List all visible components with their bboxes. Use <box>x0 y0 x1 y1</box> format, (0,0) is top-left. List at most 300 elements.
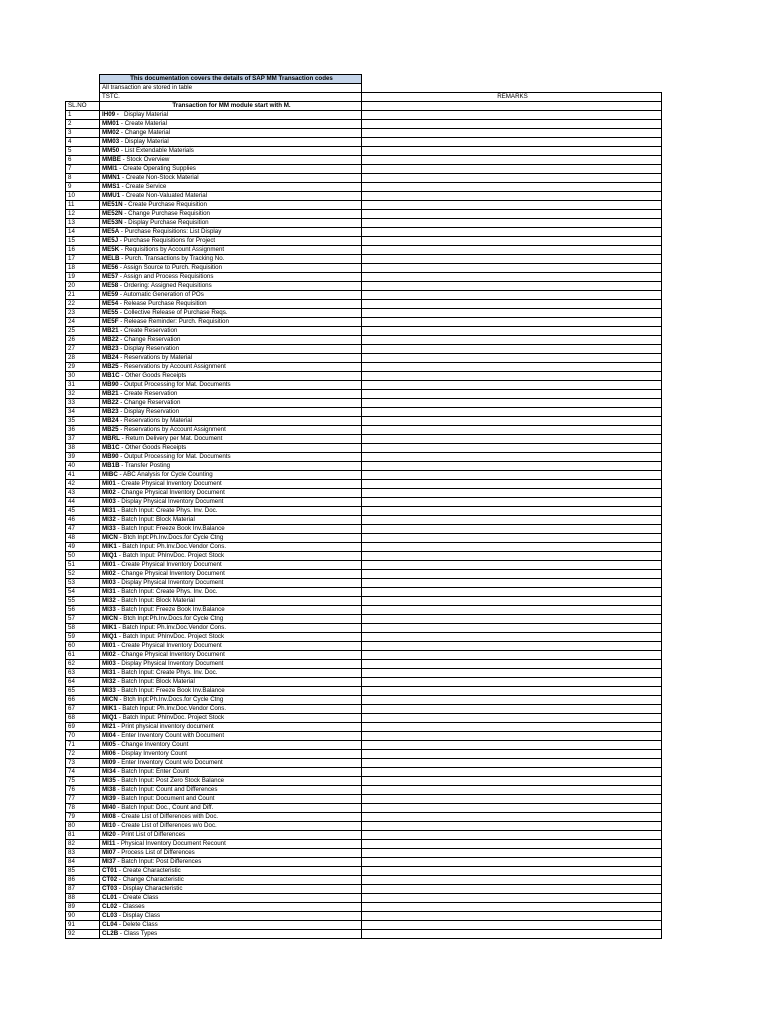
sl-no-cell[interactable]: 92 <box>66 930 100 939</box>
sl-no-cell[interactable]: 27 <box>66 345 100 354</box>
sl-no-cell[interactable]: 80 <box>66 822 100 831</box>
remarks-cell[interactable] <box>362 498 662 507</box>
remarks-cell[interactable] <box>362 696 662 705</box>
sl-no-cell[interactable]: 47 <box>66 525 100 534</box>
transaction-cell[interactable] <box>100 363 362 372</box>
remarks-cell[interactable] <box>362 597 662 606</box>
remarks-cell[interactable] <box>362 732 662 741</box>
sl-no-cell[interactable]: 57 <box>66 615 100 624</box>
sl-no-cell[interactable]: 74 <box>66 768 100 777</box>
sl-no-cell[interactable]: 68 <box>66 714 100 723</box>
sl-no-cell[interactable]: 89 <box>66 903 100 912</box>
transaction-cell[interactable] <box>100 318 362 327</box>
remarks-cell[interactable] <box>362 165 662 174</box>
remarks-cell[interactable] <box>362 228 662 237</box>
doc-banner[interactable]: This documentation covers the details of SAP MM Transaction codes <box>100 75 362 84</box>
sl-no-cell[interactable]: 29 <box>66 363 100 372</box>
transaction-cell[interactable] <box>100 534 362 543</box>
table-row <box>66 723 662 732</box>
remarks-cell[interactable] <box>362 273 662 282</box>
transaction-cell[interactable] <box>100 885 362 894</box>
transaction-cell[interactable] <box>100 849 362 858</box>
sl-no-cell[interactable]: 70 <box>66 732 100 741</box>
sl-no-cell[interactable]: 31 <box>66 381 100 390</box>
remarks-cell[interactable] <box>362 759 662 768</box>
remarks-cell[interactable] <box>362 606 662 615</box>
remarks-cell[interactable] <box>362 183 662 192</box>
remarks-cell[interactable] <box>362 804 662 813</box>
transaction-cell[interactable] <box>100 570 362 579</box>
transaction-cell[interactable] <box>100 561 362 570</box>
remarks-cell[interactable] <box>362 876 662 885</box>
remarks-cell[interactable] <box>362 687 662 696</box>
transaction-cell[interactable] <box>100 732 362 741</box>
transaction-cell[interactable] <box>100 471 362 480</box>
remarks-cell[interactable] <box>362 525 662 534</box>
transaction-cell[interactable] <box>100 876 362 885</box>
table-row <box>66 822 662 831</box>
remarks-cell[interactable] <box>362 903 662 912</box>
slno-header[interactable]: SL.NO <box>66 102 100 111</box>
transaction-cell[interactable] <box>100 417 362 426</box>
remarks-cell[interactable] <box>362 723 662 732</box>
remarks-cell[interactable] <box>362 282 662 291</box>
transaction-cell[interactable] <box>100 282 362 291</box>
transaction-cell[interactable] <box>100 624 362 633</box>
transaction-cell[interactable] <box>100 543 362 552</box>
remarks-cell[interactable] <box>362 129 662 138</box>
transaction-cell[interactable] <box>100 597 362 606</box>
remarks-cell[interactable] <box>362 516 662 525</box>
transaction-cell[interactable] <box>100 354 362 363</box>
remarks-cell[interactable] <box>362 201 662 210</box>
sl-no-cell[interactable]: 24 <box>66 318 100 327</box>
sl-no-cell[interactable]: 53 <box>66 579 100 588</box>
remarks-cell[interactable] <box>362 840 662 849</box>
remarks-cell[interactable] <box>362 705 662 714</box>
transaction-cell[interactable] <box>100 777 362 786</box>
remarks-cell[interactable] <box>362 147 662 156</box>
remarks-cell[interactable] <box>362 237 662 246</box>
remarks-cell[interactable] <box>362 471 662 480</box>
sl-no-cell[interactable]: 72 <box>66 750 100 759</box>
sl-no-cell[interactable]: 77 <box>66 795 100 804</box>
transaction-cell[interactable] <box>100 642 362 651</box>
sl-no-cell[interactable]: 73 <box>66 759 100 768</box>
remarks-cell[interactable] <box>362 390 662 399</box>
transaction-cell[interactable] <box>100 750 362 759</box>
sl-no-cell[interactable]: 13 <box>66 219 100 228</box>
remarks-cell[interactable] <box>362 426 662 435</box>
sl-no-cell[interactable]: 3 <box>66 129 100 138</box>
transaction-cell[interactable] <box>100 462 362 471</box>
sl-no-cell[interactable]: 10 <box>66 192 100 201</box>
remarks-cell[interactable] <box>362 435 662 444</box>
remarks-cell[interactable] <box>362 858 662 867</box>
transaction-header[interactable]: Transaction for MM module start with M. <box>100 102 362 111</box>
sl-no-cell[interactable]: 9 <box>66 183 100 192</box>
table-row <box>66 912 662 921</box>
remarks-cell[interactable] <box>362 741 662 750</box>
remarks-cell[interactable] <box>362 849 662 858</box>
transaction-code: MICN <box>102 615 118 622</box>
transaction-cell[interactable] <box>100 921 362 930</box>
sl-no-cell[interactable]: 84 <box>66 858 100 867</box>
sl-no-cell[interactable]: 60 <box>66 642 100 651</box>
transaction-cell[interactable] <box>100 201 362 210</box>
transaction-cell[interactable] <box>100 741 362 750</box>
sl-no-cell[interactable]: 86 <box>66 876 100 885</box>
transaction-cell[interactable] <box>100 129 362 138</box>
transaction-cell[interactable] <box>100 219 362 228</box>
remarks-cell[interactable] <box>362 831 662 840</box>
table-row <box>66 264 662 273</box>
transaction-cell[interactable] <box>100 111 362 120</box>
remarks-cell[interactable] <box>362 822 662 831</box>
sl-no-cell[interactable]: 58 <box>66 624 100 633</box>
remarks-cell[interactable] <box>362 372 662 381</box>
sl-no-cell[interactable]: 82 <box>66 840 100 849</box>
remarks-cell[interactable] <box>362 300 662 309</box>
transaction-cell[interactable] <box>100 291 362 300</box>
remarks-cell[interactable] <box>362 489 662 498</box>
sl-no-cell[interactable]: 34 <box>66 408 100 417</box>
transaction-cell[interactable] <box>100 723 362 732</box>
transaction-cell[interactable] <box>100 264 362 273</box>
sl-no-cell[interactable]: 14 <box>66 228 100 237</box>
sl-no-cell[interactable]: 76 <box>66 786 100 795</box>
sl-no-cell[interactable]: 38 <box>66 444 100 453</box>
sl-no-cell[interactable]: 16 <box>66 246 100 255</box>
transaction-cell[interactable] <box>100 336 362 345</box>
transaction-cell[interactable] <box>100 768 362 777</box>
transaction-code: MIQ1 <box>102 633 118 640</box>
transaction-cell[interactable] <box>100 615 362 624</box>
transaction-cell[interactable] <box>100 372 362 381</box>
remarks-header[interactable]: REMARKS <box>362 93 662 102</box>
transaction-code: MI33 <box>102 606 116 613</box>
sl-no-cell[interactable]: 17 <box>66 255 100 264</box>
sl-no-cell[interactable]: 59 <box>66 633 100 642</box>
sl-no-cell[interactable]: 45 <box>66 507 100 516</box>
transaction-description: - Enter Inventory Count w/o Document <box>115 759 223 766</box>
remarks-cell[interactable] <box>362 534 662 543</box>
remarks-cell[interactable] <box>362 570 662 579</box>
transaction-cell[interactable] <box>100 498 362 507</box>
remarks-cell[interactable] <box>362 651 662 660</box>
sl-no-cell[interactable]: 79 <box>66 813 100 822</box>
sl-no-cell[interactable]: 33 <box>66 399 100 408</box>
remarks-cell[interactable] <box>362 642 662 651</box>
transaction-cell[interactable] <box>100 786 362 795</box>
sl-no-cell[interactable]: 83 <box>66 849 100 858</box>
sl-no-cell[interactable]: 88 <box>66 894 100 903</box>
transaction-cell[interactable] <box>100 489 362 498</box>
sl-no-cell[interactable]: 6 <box>66 156 100 165</box>
transaction-cell[interactable] <box>100 345 362 354</box>
transaction-cell[interactable] <box>100 696 362 705</box>
remarks-cell[interactable] <box>362 660 662 669</box>
sl-no-cell[interactable]: 22 <box>66 300 100 309</box>
table-row <box>66 318 662 327</box>
sl-no-cell[interactable]: 52 <box>66 570 100 579</box>
transaction-cell[interactable] <box>100 912 362 921</box>
sl-no-cell[interactable]: 87 <box>66 885 100 894</box>
remarks-cell[interactable] <box>362 507 662 516</box>
remarks-cell[interactable] <box>362 768 662 777</box>
remarks-cell[interactable] <box>362 615 662 624</box>
transaction-cell[interactable] <box>100 273 362 282</box>
remarks-cell[interactable] <box>362 264 662 273</box>
sl-no-cell[interactable]: 91 <box>66 921 100 930</box>
sl-no-cell[interactable]: 7 <box>66 165 100 174</box>
transaction-cell[interactable] <box>100 192 362 201</box>
table-row <box>66 453 662 462</box>
remarks-cell[interactable] <box>362 138 662 147</box>
sl-no-cell[interactable]: 39 <box>66 453 100 462</box>
remarks-cell[interactable] <box>362 453 662 462</box>
sl-no-cell[interactable]: 67 <box>66 705 100 714</box>
remarks-cell[interactable] <box>362 408 662 417</box>
remarks-cell[interactable] <box>362 777 662 786</box>
transaction-cell[interactable] <box>100 183 362 192</box>
table-row <box>66 561 662 570</box>
sl-no-cell[interactable]: 49 <box>66 543 100 552</box>
sl-no-cell[interactable]: 4 <box>66 138 100 147</box>
transaction-cell[interactable] <box>100 507 362 516</box>
transaction-cell[interactable] <box>100 822 362 831</box>
remarks-cell[interactable] <box>362 894 662 903</box>
transaction-description: - Batch Input: Enter Count <box>115 768 190 775</box>
sl-no-cell[interactable]: 20 <box>66 282 100 291</box>
sl-no-cell[interactable]: 63 <box>66 669 100 678</box>
transaction-cell[interactable] <box>100 795 362 804</box>
transaction-cell[interactable] <box>100 399 362 408</box>
transaction-cell[interactable] <box>100 246 362 255</box>
transaction-cell[interactable] <box>100 516 362 525</box>
remarks-cell[interactable] <box>362 246 662 255</box>
remarks-cell[interactable] <box>362 543 662 552</box>
transaction-cell[interactable] <box>100 381 362 390</box>
remarks-cell[interactable] <box>362 318 662 327</box>
transaction-cell[interactable] <box>100 759 362 768</box>
transaction-cell[interactable] <box>100 174 362 183</box>
sl-no-cell[interactable]: 50 <box>66 552 100 561</box>
table-name[interactable]: TSTC. <box>100 93 362 102</box>
sl-no-cell[interactable]: 40 <box>66 462 100 471</box>
sl-no-cell[interactable]: 65 <box>66 687 100 696</box>
remarks-cell[interactable] <box>362 399 662 408</box>
sl-no-cell[interactable]: 35 <box>66 417 100 426</box>
remarks-cell[interactable] <box>362 561 662 570</box>
remarks-cell[interactable] <box>362 174 662 183</box>
sl-no-cell[interactable]: 2 <box>66 120 100 129</box>
sl-no-cell[interactable]: 85 <box>66 867 100 876</box>
transaction-cell[interactable] <box>100 669 362 678</box>
remarks-cell[interactable] <box>362 714 662 723</box>
sl-no-cell[interactable]: 56 <box>66 606 100 615</box>
remarks-cell[interactable] <box>362 669 662 678</box>
remarks-cell[interactable] <box>362 552 662 561</box>
remarks-cell[interactable] <box>362 930 662 939</box>
remarks-cell[interactable] <box>362 579 662 588</box>
remarks-cell[interactable] <box>362 750 662 759</box>
sl-no-cell[interactable]: 61 <box>66 651 100 660</box>
stored-note[interactable]: All transaction are stored in table <box>100 84 362 93</box>
transaction-cell[interactable] <box>100 714 362 723</box>
transaction-cell[interactable] <box>100 327 362 336</box>
remarks-cell[interactable] <box>362 417 662 426</box>
transaction-cell[interactable] <box>100 435 362 444</box>
sl-no-cell[interactable]: 90 <box>66 912 100 921</box>
sl-no-cell[interactable]: 37 <box>66 435 100 444</box>
transaction-cell[interactable] <box>100 138 362 147</box>
transaction-cell[interactable] <box>100 237 362 246</box>
remarks-cell[interactable] <box>362 912 662 921</box>
sl-no-cell[interactable]: 69 <box>66 723 100 732</box>
transaction-cell[interactable] <box>100 525 362 534</box>
transaction-cell[interactable] <box>100 930 362 939</box>
transaction-cell[interactable] <box>100 813 362 822</box>
transaction-cell[interactable] <box>100 579 362 588</box>
transaction-cell[interactable] <box>100 453 362 462</box>
sl-no-cell[interactable]: 66 <box>66 696 100 705</box>
transaction-cell[interactable] <box>100 210 362 219</box>
sl-no-cell[interactable]: 62 <box>66 660 100 669</box>
transaction-cell[interactable] <box>100 660 362 669</box>
sl-no-cell[interactable]: 30 <box>66 372 100 381</box>
transaction-cell[interactable] <box>100 426 362 435</box>
sl-no-cell[interactable]: 19 <box>66 273 100 282</box>
transaction-cell[interactable] <box>100 444 362 453</box>
transaction-cell[interactable] <box>100 867 362 876</box>
remarks-cell[interactable] <box>362 462 662 471</box>
sl-no-cell[interactable]: 21 <box>66 291 100 300</box>
sl-no-cell[interactable]: 15 <box>66 237 100 246</box>
remarks-cell[interactable] <box>362 480 662 489</box>
sl-no-cell[interactable]: 43 <box>66 489 100 498</box>
remarks-cell[interactable] <box>362 345 662 354</box>
transaction-cell[interactable] <box>100 894 362 903</box>
table-row <box>66 570 662 579</box>
remarks-cell[interactable] <box>362 291 662 300</box>
remarks-cell[interactable] <box>362 633 662 642</box>
transaction-cell[interactable] <box>100 390 362 399</box>
sl-no-cell[interactable]: 46 <box>66 516 100 525</box>
remarks-cell[interactable] <box>362 363 662 372</box>
remarks-cell[interactable] <box>362 327 662 336</box>
remarks-cell[interactable] <box>362 795 662 804</box>
sl-no-cell[interactable]: 51 <box>66 561 100 570</box>
sl-no-cell[interactable]: 26 <box>66 336 100 345</box>
sl-no-cell[interactable]: 5 <box>66 147 100 156</box>
table-row <box>66 363 662 372</box>
remarks-cell[interactable] <box>362 120 662 129</box>
sl-no-cell[interactable]: 54 <box>66 588 100 597</box>
sl-no-cell[interactable]: 75 <box>66 777 100 786</box>
transaction-cell[interactable] <box>100 408 362 417</box>
remarks-cell[interactable] <box>362 678 662 687</box>
transaction-cell[interactable] <box>100 705 362 714</box>
remarks-cell[interactable] <box>362 813 662 822</box>
transaction-cell[interactable] <box>100 678 362 687</box>
transaction-cell[interactable] <box>100 147 362 156</box>
remarks-cell[interactable] <box>362 885 662 894</box>
transaction-cell[interactable] <box>100 840 362 849</box>
sl-no-cell[interactable]: 32 <box>66 390 100 399</box>
remarks-cell[interactable] <box>362 921 662 930</box>
transaction-cell[interactable] <box>100 552 362 561</box>
transaction-cell[interactable] <box>100 588 362 597</box>
sl-no-cell[interactable]: 8 <box>66 174 100 183</box>
transaction-cell[interactable] <box>100 687 362 696</box>
sl-no-cell[interactable]: 41 <box>66 471 100 480</box>
transaction-cell[interactable] <box>100 120 362 129</box>
sl-no-cell[interactable]: 81 <box>66 831 100 840</box>
remarks-cell[interactable] <box>362 192 662 201</box>
remarks-cell[interactable] <box>362 354 662 363</box>
transaction-cell[interactable] <box>100 228 362 237</box>
transaction-description: - Change Characteristic <box>117 876 184 883</box>
transaction-cell[interactable] <box>100 165 362 174</box>
remarks-cell[interactable] <box>362 624 662 633</box>
transaction-cell[interactable] <box>100 606 362 615</box>
sl-no-cell[interactable]: 48 <box>66 534 100 543</box>
transaction-cell[interactable] <box>100 633 362 642</box>
transaction-cell[interactable] <box>100 309 362 318</box>
transaction-cell[interactable] <box>100 858 362 867</box>
sl-no-cell[interactable]: 36 <box>66 426 100 435</box>
sl-no-cell[interactable]: 23 <box>66 309 100 318</box>
sl-no-cell[interactable]: 12 <box>66 210 100 219</box>
transaction-cell[interactable] <box>100 651 362 660</box>
remarks-cell[interactable] <box>362 588 662 597</box>
table-row <box>66 732 662 741</box>
transaction-cell[interactable] <box>100 903 362 912</box>
sl-no-cell[interactable]: 28 <box>66 354 100 363</box>
remarks-cell[interactable] <box>362 210 662 219</box>
remarks-cell[interactable] <box>362 867 662 876</box>
transaction-cell[interactable] <box>100 804 362 813</box>
remarks-cell[interactable] <box>362 255 662 264</box>
transaction-cell[interactable] <box>100 156 362 165</box>
transaction-cell[interactable] <box>100 831 362 840</box>
remarks-cell[interactable] <box>362 111 662 120</box>
remarks-cell[interactable] <box>362 786 662 795</box>
remarks-cell[interactable] <box>362 336 662 345</box>
transaction-cell[interactable] <box>100 300 362 309</box>
remarks-cell[interactable] <box>362 444 662 453</box>
sl-no-cell[interactable]: 18 <box>66 264 100 273</box>
sl-no-cell[interactable]: 42 <box>66 480 100 489</box>
remarks-cell[interactable] <box>362 381 662 390</box>
sl-no-cell[interactable]: 55 <box>66 597 100 606</box>
sl-no-cell[interactable]: 11 <box>66 201 100 210</box>
transaction-cell[interactable] <box>100 480 362 489</box>
remarks-cell[interactable] <box>362 156 662 165</box>
sl-no-cell[interactable]: 1 <box>66 111 100 120</box>
remarks-cell[interactable] <box>362 309 662 318</box>
sl-no-cell[interactable]: 25 <box>66 327 100 336</box>
sl-no-cell[interactable]: 71 <box>66 741 100 750</box>
transaction-code: CL2B <box>102 930 119 937</box>
sl-no-cell[interactable]: 64 <box>66 678 100 687</box>
transaction-cell[interactable] <box>100 255 362 264</box>
remarks-blank-cell[interactable] <box>362 102 662 111</box>
sl-no-cell[interactable]: 78 <box>66 804 100 813</box>
sl-no-cell[interactable]: 44 <box>66 498 100 507</box>
remarks-cell[interactable] <box>362 219 662 228</box>
